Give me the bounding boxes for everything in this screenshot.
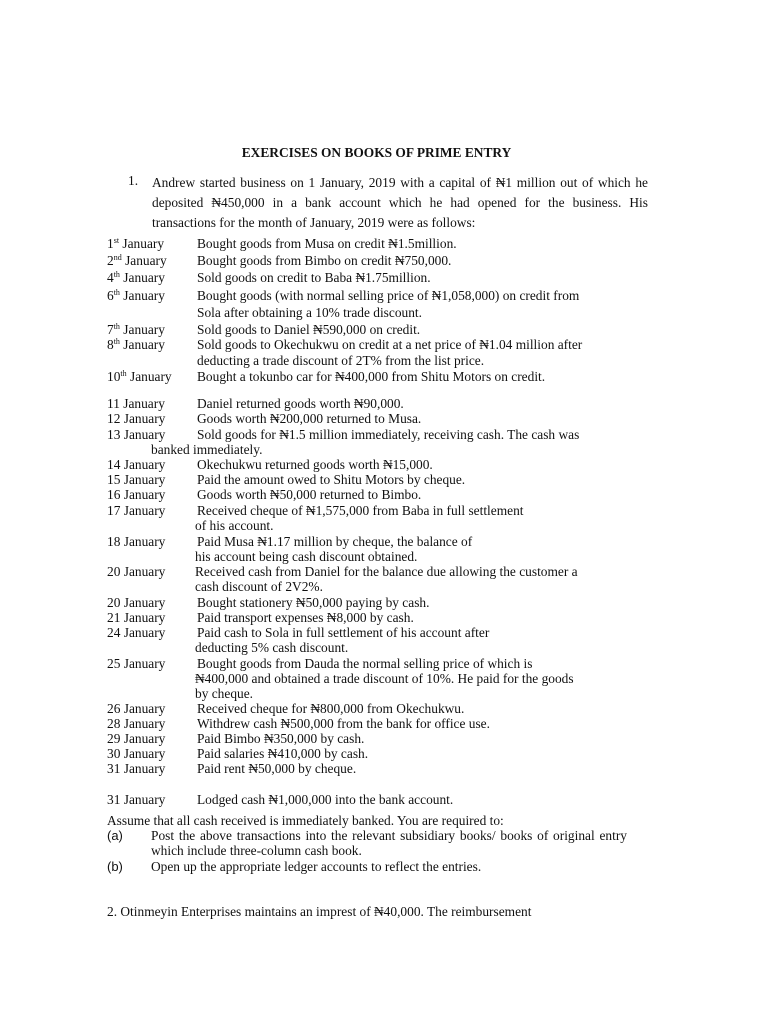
transaction-date: 4th January	[107, 270, 165, 285]
question-2-text: 2. Otinmeyin Enterprises maintains an imprest of ₦40,000. The reimbursement	[107, 904, 532, 919]
transaction-text: Bought a tokunbo car for ₦400,000 from Shitu Motors on credit.	[197, 369, 546, 384]
transaction-date: 7th January	[107, 322, 165, 337]
transaction-text-continued: of his account.	[195, 518, 274, 533]
transaction-text: Bought goods from Bimbo on credit ₦750,000.	[197, 253, 452, 268]
transaction-date: 11 January	[107, 396, 165, 411]
question-intro-text: Andrew started business on 1 January, 2019 with a capital of ₦1 million out of which he deposited ₦450,000 in a bank account which he had opened for the business. His transactions for the month of January, 2019 were as follows:	[152, 175, 648, 230]
transaction-date: 12 January	[107, 411, 166, 426]
transaction-text: Goods worth ₦50,000 returned to Bimbo.	[197, 487, 422, 502]
transaction-text-continued: his account being cash discount obtained.	[195, 549, 418, 564]
transaction-text: Sold goods for ₦1.5 million immediately, receiving cash. The cash was	[197, 427, 580, 442]
transaction-date: 6th January	[107, 288, 165, 303]
transaction-text: Bought goods from Musa on credit ₦1.5million.	[197, 236, 457, 251]
transaction-date: 26 January	[107, 701, 166, 716]
requirement-label: (b)	[107, 859, 123, 874]
transaction-text: Paid the amount owed to Shitu Motors by cheque.	[197, 472, 466, 487]
transaction-text: Sold goods to Daniel ₦590,000 on credit.	[197, 322, 421, 337]
transaction-date: 31 January	[107, 761, 166, 776]
requirement-label: (a)	[107, 828, 123, 843]
transaction-text: Daniel returned goods worth ₦90,000.	[197, 396, 404, 411]
transaction-text: Bought goods from Dauda the normal selling price of which is	[197, 656, 533, 671]
transaction-date: 29 January	[107, 731, 166, 746]
requirement-text: Open up the appropriate ledger accounts to reflect the entries.	[151, 859, 482, 874]
transaction-text-continued: ₦400,000 and obtained a trade discount of 10%. He paid for the goods	[195, 671, 574, 686]
transaction-date: 2nd January	[107, 253, 167, 268]
transaction-date: 28 January	[107, 716, 166, 731]
transaction-text-continued: banked immediately.	[151, 442, 263, 457]
transaction-date: 25 January	[107, 656, 166, 671]
transaction-text: Paid Musa ₦1.17 million by cheque, the balance of	[197, 534, 473, 549]
transaction-date: 31 January	[107, 792, 166, 807]
question-number: 1.	[128, 173, 139, 188]
transaction-text: Bought stationery ₦50,000 paying by cash.	[197, 595, 430, 610]
transaction-date: 13 January	[107, 427, 166, 442]
transaction-text: Paid cash to Sola in full settlement of his account after	[197, 625, 490, 640]
transaction-text: Paid transport expenses ₦8,000 by cash.	[197, 610, 414, 625]
transaction-text: Paid Bimbo ₦350,000 by cash.	[197, 731, 365, 746]
transaction-date: 10th January	[107, 369, 172, 384]
transaction-text: Sold goods to Okechukwu on credit at a net price of ₦1.04 million after	[197, 337, 583, 352]
transaction-text: Withdrew cash ₦500,000 from the bank for office use.	[197, 716, 490, 731]
assumption-text: Assume that all cash received is immediately banked. You are required to:	[107, 813, 504, 828]
transaction-text: Received cheque of ₦1,575,000 from Baba in full settlement	[197, 503, 524, 518]
transaction-text: Bought goods (with normal selling price of ₦1,058,000) on credit from	[197, 288, 580, 303]
transaction-text: Received cash from Daniel for the balance due allowing the customer a	[195, 564, 578, 579]
transaction-text-continued: Sola after obtaining a 10% trade discount.	[197, 305, 422, 320]
transaction-text: Sold goods on credit to Baba ₦1.75million.	[197, 270, 431, 285]
transaction-date: 14 January	[107, 457, 166, 472]
transaction-date: 30 January	[107, 746, 166, 761]
transaction-date: 8th January	[107, 337, 165, 352]
transaction-text-continued: deducting 5% cash discount.	[195, 640, 349, 655]
page-title: EXERCISES ON BOOKS OF PRIME ENTRY	[241, 145, 512, 160]
transaction-date: 20 January	[107, 564, 166, 579]
transaction-text: Paid salaries ₦410,000 by cash.	[197, 746, 369, 761]
transaction-date: 21 January	[107, 610, 166, 625]
transaction-date: 24 January	[107, 625, 166, 640]
transaction-date: 16 January	[107, 487, 166, 502]
transaction-date: 17 January	[107, 503, 166, 518]
transaction-text-continued: cash discount of 2V2%.	[195, 579, 323, 594]
transaction-date: 20 January	[107, 595, 166, 610]
transaction-text: Paid rent ₦50,000 by cheque.	[197, 761, 357, 776]
transaction-date: 15 January	[107, 472, 166, 487]
transaction-date: 1st January	[107, 236, 165, 251]
requirement-text: Post the above transactions into the relevant subsidiary books/ books of original entry which include three-column cash book.	[151, 828, 627, 859]
question-1-intro	[128, 173, 648, 233]
transaction-text: Okechukwu returned goods worth ₦15,000.	[197, 457, 433, 472]
transaction-text-continued: by cheque.	[195, 686, 254, 701]
transaction-text: Received cheque for ₦800,000 from Okechukwu.	[197, 701, 465, 716]
transaction-text: Goods worth ₦200,000 returned to Musa.	[197, 411, 422, 426]
transaction-date: 18 January	[107, 534, 166, 549]
transaction-text: Lodged cash ₦1,000,000 into the bank account.	[197, 792, 454, 807]
transaction-text-continued: deducting a trade discount of 2T% from the list price.	[197, 353, 485, 368]
